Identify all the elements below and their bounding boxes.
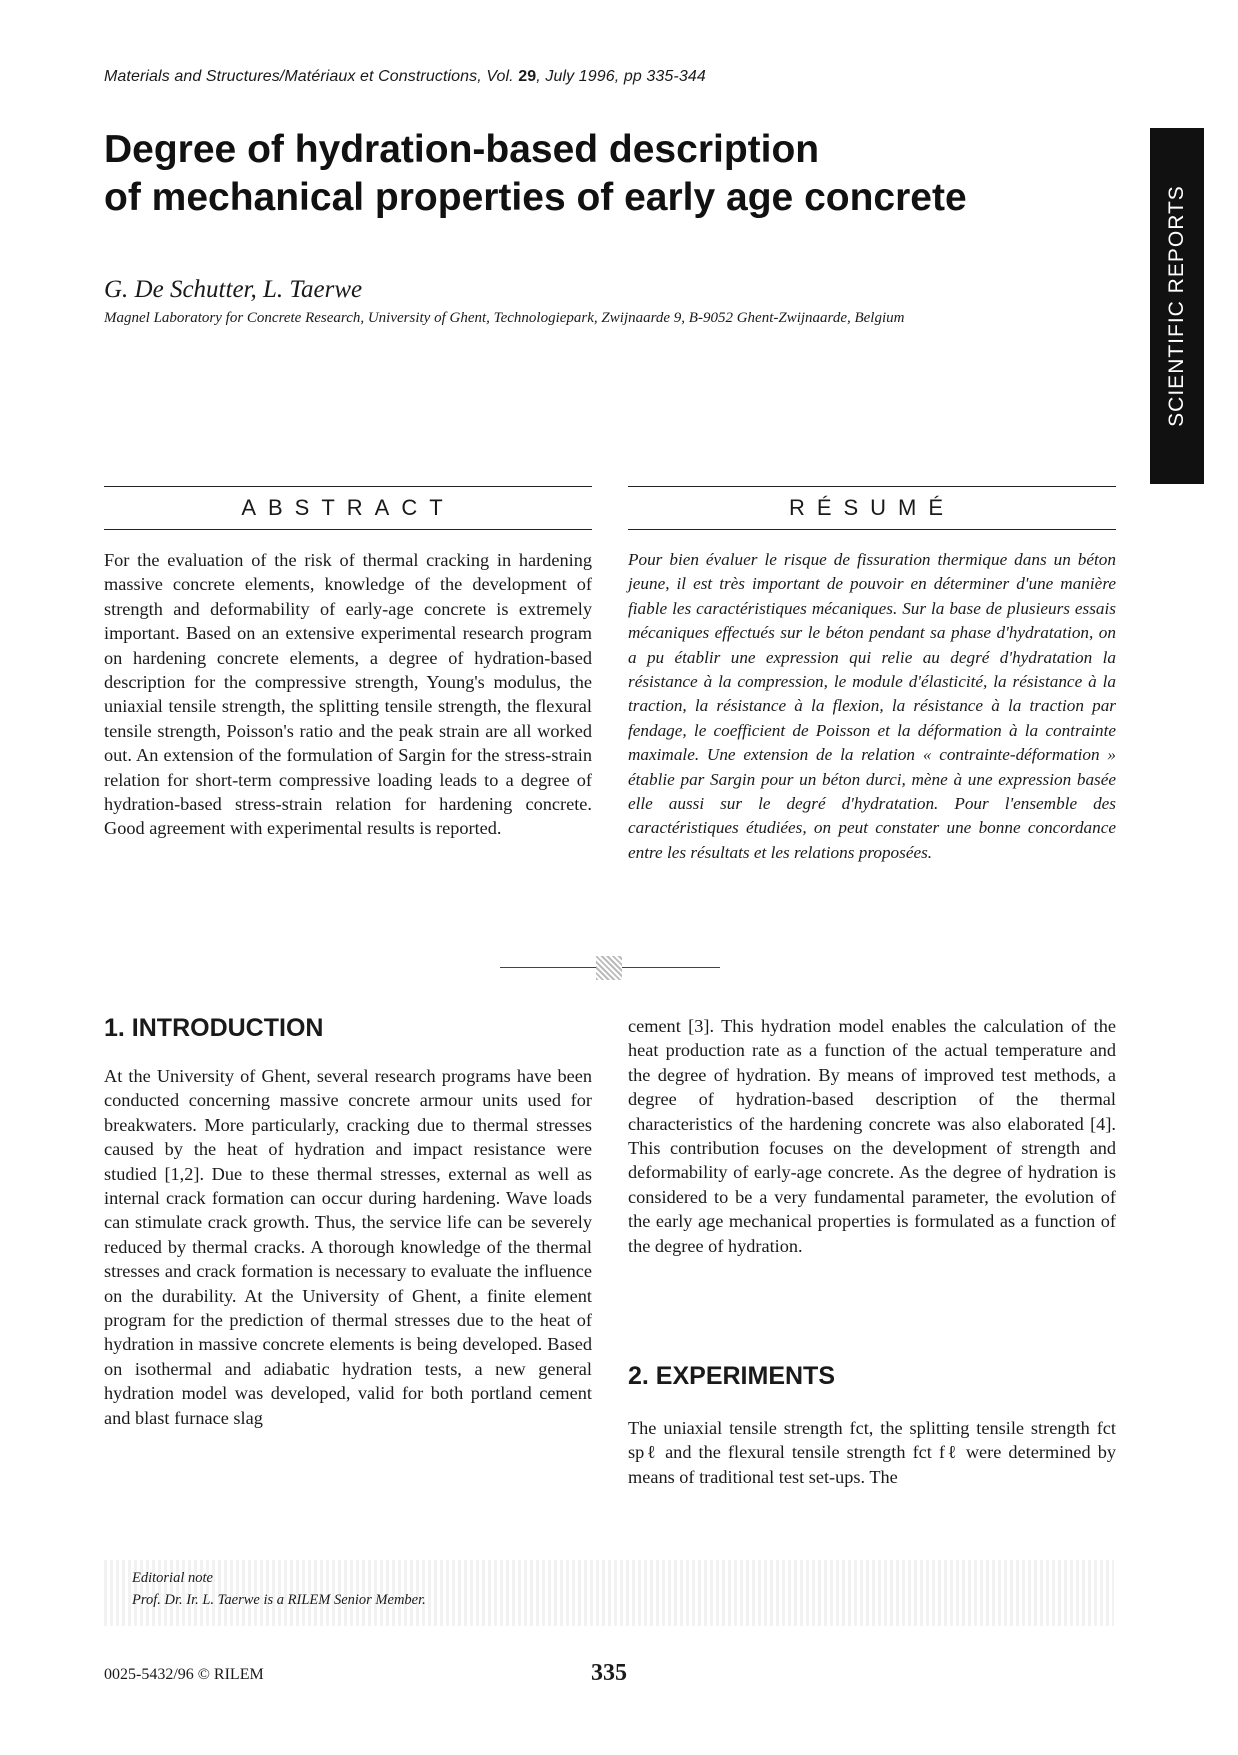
side-tab-label: SCIENTIFIC REPORTS (1165, 185, 1188, 427)
page-number: 335 (591, 1660, 627, 1686)
editorial-label: Editorial note (132, 1570, 213, 1586)
editorial-text: Prof. Dr. Ir. L. Taerwe is a RILEM Senior Member. (132, 1592, 426, 1608)
journal-volume: 29 (518, 68, 537, 85)
journal-issue: , July 1996, pp 335-344 (536, 68, 706, 85)
authors: G. De Schutter, L. Taerwe (104, 276, 363, 303)
resume-heading: RÉSUMÉ (628, 486, 1116, 530)
section-divider (500, 956, 720, 980)
journal-name: Materials and Structures/Matériaux et Constructions, Vol. (104, 68, 514, 85)
resume-text: Pour bien évaluer le risque de fissuration thermique dans un béton jeune, il est très important de pouvoir en déterminer d'une manière fiable les caractéristiques mécaniques. Sur la base de plusieurs essais mécaniques effectués sur le béton pendant sa phase d'hydratation, on a pu établir une expression qui relie au degré d'hydratation la résistance à la compression, le module d'élasticité, la résistance à la traction, la résistance à la flexion, la résistance à la traction par fendage, le coefficient de Poisson et la déformation à la contrainte maximale. Une extension de la relation « contrainte-déformation » établie par Sargin pour un béton durci, mène à une expression basée elle aussi sur le degré d'hydratation. Pour l'ensemble des caractéristiques étudiées, on peut constater une bonne concordance entre les résultats et les relations proposées. (628, 550, 1116, 862)
introduction-heading: 1. INTRODUCTION (104, 1014, 324, 1042)
paper-title (104, 126, 1054, 222)
section-side-tab (1150, 128, 1204, 484)
abstract-text: For the evaluation of the risk of thermal cracking in hardening massive concrete elements, knowledge of the development of strength and deformability of early-age concrete is extremely important. Based on an extensive experimental research program on hardening concrete elements, a degree of hydration-based description for the compressive strength, Young's modulus, the uniaxial tensile strength, the splitting tensile strength, the flexural tensile strength, Poisson's ratio and the peak strain are all worked out. An extension of the formulation of Sargin for the stress-strain relation for short-term compressive loading leads to a degree of hydration-based stress-strain relation for hardening concrete. Good agreement with experimental results is reported. (104, 550, 592, 839)
editorial-note-box (104, 1560, 1114, 1626)
affiliation: Magnel Laboratory for Concrete Research, University of Ghent, Technologiepark, Zwijnaarde 9, B-9052 Ghent-Zwijnaarde, Belgium (104, 310, 905, 326)
footer-code: 0025-5432/96 © RILEM (104, 1666, 264, 1683)
abstract-heading: ABSTRACT (104, 486, 592, 530)
experiments-text: The uniaxial tensile strength fct, the splitting tensile strength fct spℓ and the flexural tensile strength fct fℓ were determined by means of traditional test set-ups. The (628, 1418, 1116, 1487)
introduction-text-left: At the University of Ghent, several research programs have been conducted concerning massive concrete armour units used for breakwaters. More particularly, cracking due to thermal stresses caused by the heat of hydration and impact resistance were studied [1,2]. Due to these thermal stresses, external as well as internal crack formation can occur during hardening. Wave loads can stimulate crack growth. Thus, the service life can be severely reduced by thermal cracks. A thorough knowledge of the thermal stresses and crack formation is necessary to evaluate the influence on the durability. At the University of Ghent, a finite element program for the prediction of thermal stresses due to the heat of hydration in massive concrete elements is being developed. Based on isothermal and adiabatic hydration tests, a new general hydration model was developed, valid for both portland cement and blast furnace slag (104, 1066, 592, 1428)
experiments-heading: 2. EXPERIMENTS (628, 1362, 835, 1390)
divider-ornament-icon (596, 956, 622, 980)
title-line-2: of mechanical properties of early age concrete (104, 176, 967, 219)
journal-citation (104, 68, 706, 86)
introduction-text-right: cement [3]. This hydration model enables the calculation of the heat production rate as a function of the actual temperature and the degree of hydration. By means of improved test methods, a degree of hydration-based description of the thermal characteristics of the hardening concrete was also elaborated [4]. This contribution focuses on the development of strength and deformability of early-age concrete. As the degree of hydration is considered to be a very fundamental parameter, the evolution of the early age mechanical properties is formulated as a function of the degree of hydration. (628, 1016, 1116, 1256)
title-line-1: Degree of hydration-based description (104, 128, 820, 171)
